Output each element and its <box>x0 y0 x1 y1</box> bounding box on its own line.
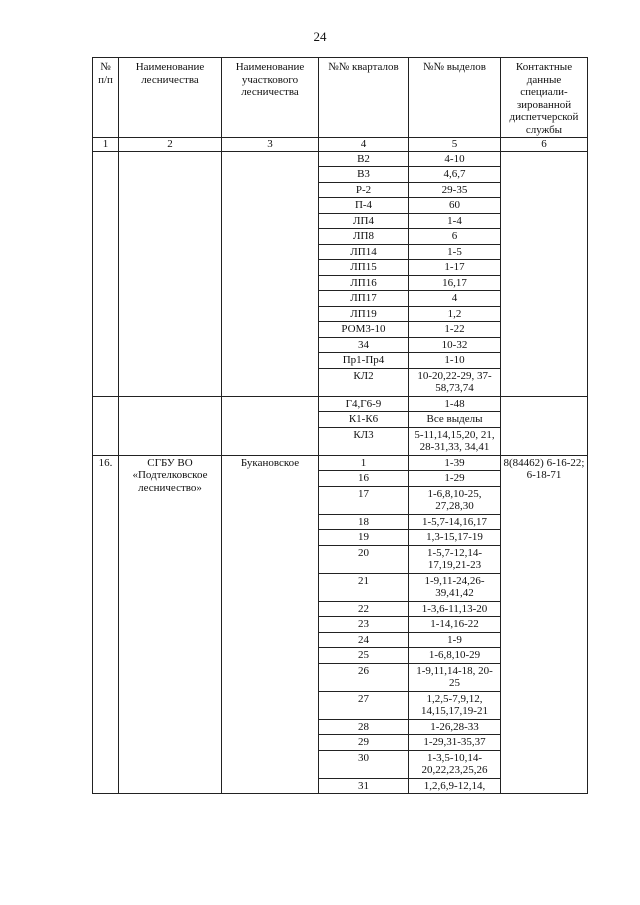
header-cell-compartments: №№ выделов <box>409 58 501 138</box>
continuation-group-a <box>93 151 588 396</box>
quarter-cell: ЛП8 <box>319 229 409 245</box>
number-cell <box>93 151 119 396</box>
compartment-cell: 60 <box>409 198 501 214</box>
compartment-cell: 1-9,11,14-18, 20-25 <box>409 663 501 691</box>
header-row <box>93 58 588 138</box>
column-number: 4 <box>319 138 409 152</box>
continuation-group-b <box>93 396 588 455</box>
page-number: 24 <box>313 29 327 44</box>
compartment-cell: 1,2,5-7,9,12, 14,15,17,19-21 <box>409 691 501 719</box>
quarter-cell: 25 <box>319 648 409 664</box>
contact-cell <box>501 151 588 396</box>
compartment-cell: 29-35 <box>409 182 501 198</box>
quarter-cell: П-4 <box>319 198 409 214</box>
quarter-cell: ЛП14 <box>319 244 409 260</box>
quarter-cell: К1-К6 <box>319 412 409 428</box>
quarter-cell: 29 <box>319 735 409 751</box>
quarter-cell: 30 <box>319 750 409 778</box>
quarter-cell: ЛП15 <box>319 260 409 276</box>
quarter-cell: ЛП4 <box>319 213 409 229</box>
compartment-cell: 1-5,7-12,14-17,19,21-23 <box>409 545 501 573</box>
compartment-cell: 1-29 <box>409 471 501 487</box>
quarter-cell: 1 <box>319 455 409 471</box>
quarter-cell: 24 <box>319 632 409 648</box>
contact-cell <box>501 396 588 455</box>
quarter-cell: ЛП16 <box>319 275 409 291</box>
quarter-cell: В2 <box>319 151 409 167</box>
header-cell-local-forestry: Наименование участкового лесничества <box>222 58 319 138</box>
compartment-cell: 4-10 <box>409 151 501 167</box>
table-row <box>93 151 588 167</box>
entry-number: 16. <box>93 455 119 794</box>
compartment-cell: 1-9,11-24,26-39,41,42 <box>409 573 501 601</box>
compartment-cell: 1-6,8,10-25, 27,28,30 <box>409 486 501 514</box>
compartment-cell: 10-32 <box>409 337 501 353</box>
quarter-cell: 18 <box>319 514 409 530</box>
quarter-cell: 23 <box>319 617 409 633</box>
compartment-cell: 1-29,31-35,37 <box>409 735 501 751</box>
header-cell-number: № п/п <box>93 58 119 138</box>
compartment-cell: 1,2 <box>409 306 501 322</box>
compartment-cell: 1-10 <box>409 353 501 369</box>
column-number: 1 <box>93 138 119 152</box>
compartment-cell: 1-14,16-22 <box>409 617 501 633</box>
quarter-cell: РОМ3-10 <box>319 322 409 338</box>
compartment-cell: 1-6,8,10-29 <box>409 648 501 664</box>
compartment-cell: 1,2,6,9-12,14, <box>409 778 501 794</box>
column-number-row <box>93 138 588 152</box>
compartment-cell: 6 <box>409 229 501 245</box>
compartment-cell: 1-3,6-11,13-20 <box>409 601 501 617</box>
column-number: 5 <box>409 138 501 152</box>
compartment-cell: 1,3-15,17-19 <box>409 530 501 546</box>
quarter-cell: 22 <box>319 601 409 617</box>
forestry-table <box>92 57 588 794</box>
forestry-cell <box>119 151 222 396</box>
compartment-cell: Все выделы <box>409 412 501 428</box>
quarter-cell: КЛ2 <box>319 368 409 396</box>
table-row <box>93 455 588 471</box>
local-forestry-cell <box>222 396 319 455</box>
quarter-cell: ЛП17 <box>319 291 409 307</box>
quarter-cell: 20 <box>319 545 409 573</box>
compartment-cell: 1-9 <box>409 632 501 648</box>
local-forestry-cell <box>222 151 319 396</box>
table-row <box>93 396 588 412</box>
table-header <box>93 58 588 152</box>
compartment-cell: 5-11,14,15,20, 21, 28-31,33, 34,41 <box>409 427 501 455</box>
quarter-cell: Р-2 <box>319 182 409 198</box>
compartment-cell: 10-20,22-29, 37-58,73,74 <box>409 368 501 396</box>
compartment-cell: 1-39 <box>409 455 501 471</box>
column-number: 6 <box>501 138 588 152</box>
header-cell-forestry: Наименование лесничества <box>119 58 222 138</box>
quarter-cell: КЛ3 <box>319 427 409 455</box>
quarter-cell: Пр1-Пр4 <box>319 353 409 369</box>
quarter-cell: 19 <box>319 530 409 546</box>
compartment-cell: 4,6,7 <box>409 167 501 183</box>
compartment-cell: 16,17 <box>409 275 501 291</box>
compartment-cell: 1-22 <box>409 322 501 338</box>
quarter-cell: 34 <box>319 337 409 353</box>
compartment-cell: 1-4 <box>409 213 501 229</box>
entry-16-group <box>93 455 588 794</box>
forestry-name: СГБУ ВО «Подтелковское лесничество» <box>119 455 222 794</box>
quarter-cell: 31 <box>319 778 409 794</box>
quarter-cell: 27 <box>319 691 409 719</box>
compartment-cell: 4 <box>409 291 501 307</box>
number-cell <box>93 396 119 455</box>
contact-info: 8(84462) 6-16-22; 6-18-71 <box>501 455 588 794</box>
column-number: 3 <box>222 138 319 152</box>
forestry-cell <box>119 396 222 455</box>
quarter-cell: В3 <box>319 167 409 183</box>
quarter-cell: 17 <box>319 486 409 514</box>
header-cell-contacts: Контактные данные специали-зированной диспетчерской службы <box>501 58 588 138</box>
compartment-cell: 1-5 <box>409 244 501 260</box>
header-cell-quarters: №№ кварталов <box>319 58 409 138</box>
local-forestry-name: Букановское <box>222 455 319 794</box>
quarter-cell: Г4,Г6-9 <box>319 396 409 412</box>
quarter-cell: 26 <box>319 663 409 691</box>
quarter-cell: ЛП19 <box>319 306 409 322</box>
quarter-cell: 16 <box>319 471 409 487</box>
compartment-cell: 1-3,5-10,14-20,22,23,25,26 <box>409 750 501 778</box>
quarter-cell: 21 <box>319 573 409 601</box>
compartment-cell: 1-17 <box>409 260 501 276</box>
compartment-cell: 1-26,28-33 <box>409 719 501 735</box>
compartment-cell: 1-48 <box>409 396 501 412</box>
quarter-cell: 28 <box>319 719 409 735</box>
compartment-cell: 1-5,7-14,16,17 <box>409 514 501 530</box>
column-number: 2 <box>119 138 222 152</box>
